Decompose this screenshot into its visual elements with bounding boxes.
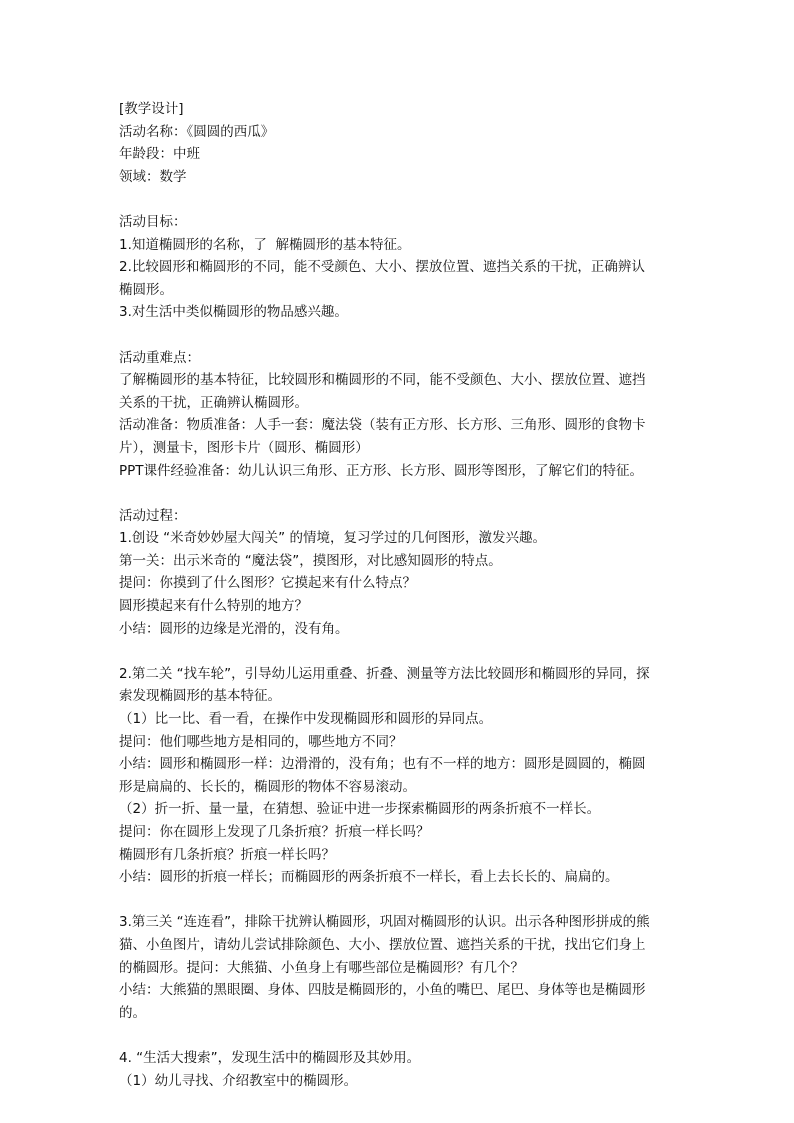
doc-line: 3.对生活中类似椭圆形的物品感兴趣。	[119, 304, 348, 321]
doc-line: 提问：你在圆形上发现了几条折痕？折痕一样长吗？	[119, 824, 430, 840]
doc-line: 1.知道椭圆形的名称，了 解椭圆形的基本特征。	[119, 236, 411, 253]
doc-line: 第一关：出示米奇的 “魔法袋”，摸图形，对比感知圆形的特点。	[119, 552, 502, 569]
doc-line: 椭圆形有几条折痕？折痕一样长吗？	[119, 846, 335, 863]
blank-line	[119, 1024, 679, 1047]
doc-line: 椭圆形。	[119, 281, 173, 298]
blank-line	[119, 482, 679, 505]
doc-line: 了解椭圆形的基本特征，比较圆形和椭圆形的不同，能不受颜色、大小、摆放位置、遮挡	[119, 372, 646, 389]
document-body	[119, 98, 679, 1092]
doc-line: 提问：你摸到了什么图形？它摸起来有什么特点？	[119, 575, 416, 592]
doc-line: 提问：他们哪些地方是相同的，哪些地方不同？	[119, 733, 403, 750]
doc-line: 年龄段：中班	[119, 146, 200, 163]
doc-line: 圆形摸起来有什么特别的地方？	[119, 598, 308, 615]
doc-line: 活动目标：	[119, 213, 187, 230]
doc-line: 3.第三关 “连连看”，排除干扰辨认椭圆形，巩固对椭圆形的认识。出示各种图形拼成的熊	[119, 914, 650, 931]
doc-line: 1.创设 “米奇妙妙屋大闯关” 的情境，复习学过的几何图形，激发兴趣。	[119, 530, 546, 547]
doc-line: （1）比一比、看一看，在操作中发现椭圆形和圆形的异同点。	[119, 711, 493, 728]
doc-line: 小结：圆形和椭圆形一样：边滑滑的，没有角；也有不一样的地方：圆形是圆圆的，椭圆	[119, 756, 646, 773]
doc-line: 片），测量卡，图形卡片（圆形、椭圆形）	[119, 439, 369, 456]
blank-line	[119, 324, 679, 347]
blank-line	[119, 188, 679, 211]
doc-line: （1）幼儿寻找、介绍教室中的椭圆形。	[119, 1072, 358, 1089]
doc-line: 小结：圆形的折痕一样长；而椭圆形的两条折痕不一样长，看上去长长的、扁扁的。	[119, 869, 619, 886]
doc-line: 4. “生活大搜索”，发现生活中的椭圆形及其妙用。	[119, 1049, 421, 1066]
doc-line: 关系的干扰，正确辨认椭圆形。	[119, 394, 308, 411]
doc-line: 形是扁扁的、长长的，椭圆形的物体不容易滚动。	[119, 778, 416, 795]
doc-line: 小结：圆形的边缘是光滑的，没有角。	[119, 620, 349, 637]
doc-line: 活动过程：	[119, 507, 187, 524]
doc-line: 活动名称：《圆圆的西瓜》	[119, 123, 275, 140]
doc-line: 2.比较圆形和椭圆形的不同，能不受颜色、大小、摆放位置、遮挡关系的干扰，正确辨认	[119, 259, 645, 276]
doc-line: 2.第二关 “找车轮”，引导幼儿运用重叠、折叠、测量等方法比较圆形和椭圆形的异同，探	[119, 665, 650, 682]
blank-line	[119, 889, 679, 912]
doc-line: 索发现椭圆形的基本特征。	[119, 688, 281, 705]
doc-line: 的。	[119, 1004, 146, 1021]
doc-line: 活动准备：物质准备：人手一套：魔法袋（装有正方形、长方形、三角形、圆形的食物卡	[119, 417, 646, 434]
doc-line: 猫、小鱼图片，请幼儿尝试排除颜色、大小、摆放位置、遮挡关系的干扰，找出它们身上	[119, 936, 646, 953]
doc-line: 小结：大熊猫的黑眼圈、身体、四肢是椭圆形的，小鱼的嘴巴、尾巴、身体等也是椭圆形	[119, 982, 646, 999]
doc-line: 活动重难点：	[119, 349, 200, 366]
doc-line: 领域：数学	[119, 168, 187, 185]
doc-line: 的椭圆形。提问：大熊猫、小鱼身上有哪些部位是椭圆形？有几个？	[119, 959, 524, 976]
doc-line: [教学设计]	[119, 101, 184, 117]
blank-line	[119, 640, 679, 663]
doc-line: PPT课件经验准备：幼儿认识三角形、正方形、长方形、圆形等图形，了解它们的特征。	[119, 462, 644, 479]
doc-line: （2）折一折、量一量，在猜想、验证中进一步探索椭圆形的两条折痕不一样长。	[119, 801, 601, 818]
